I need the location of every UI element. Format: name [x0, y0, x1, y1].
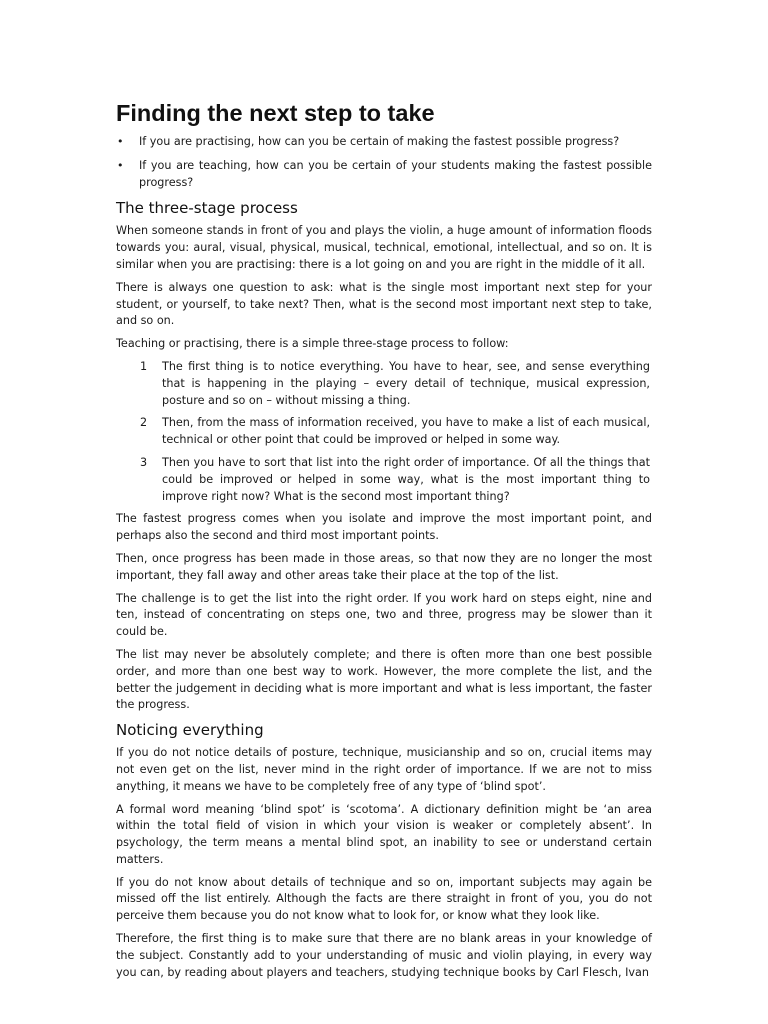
paragraph: The list may never be absolutely complete; and there is often more than one best possible order, and more than one best way to work. However, the more complete the list, and the better the judgement in deciding what is more important and what is less important, the faster the progress. [116, 647, 652, 712]
step-text: Then, from the mass of information received, you have to make a list of each musical, technical or other point that could be improved or helped in some way. [162, 416, 650, 447]
paragraph: If you do not notice details of posture, technique, musicianship and so on, crucial items may not even get on the list, never mind in the right order of importance. If we are not to miss anything, it means we have to be completely free of any type of ‘blind spot’. [116, 746, 652, 793]
bullet-item [116, 158, 652, 192]
paragraph: Teaching or practising, there is a simple three-stage process to follow: [116, 337, 509, 351]
bullet-icon: • [117, 135, 124, 148]
step-text: The first thing is to notice everything. You have to hear, see, and sense everything that is happening in the playing – every detail of technique, musical expression, posture and so on – without missing a thing. [162, 359, 650, 407]
paragraph: The challenge is to get the list into the right order. If you work hard on steps eight, nine and ten, instead of concentrating on steps one, two and three, progress may be slower than it could be. [116, 591, 652, 639]
paragraph: When someone stands in front of you and plays the violin, a huge amount of information floods towards you: aural, visual, physical, musical, technical, emotional, intellectual, and so on. It is similar when you are practising: there is a lot going on and you are right in the middle of it all. [116, 224, 652, 271]
paragraph: A formal word meaning ‘blind spot’ is ‘scotoma’. A dictionary definition might be ‘an area within the total field of vision in which your vision is weaker or completely absent’. In psychology, the term means a mental blind spot, an inability to see or understand certain matters. [116, 802, 652, 866]
step-number: 2 [140, 416, 148, 430]
three-stage-list [116, 359, 652, 505]
section-heading-noticing-everything: Noticing everything [116, 721, 264, 740]
page-title: Finding the next step to take [116, 100, 435, 126]
paragraph: Therefore, the first thing is to make sure that there are no blank areas in your knowledge of the subject. Constantly add to your understanding of music and violin playing, in every way you can, by reading about players and teachers, studying technique books by Carl Flesch, Ivan [116, 932, 652, 979]
bullet-item [116, 134, 652, 151]
paragraph: Then, once progress has been made in those areas, so that now they are no longer the most important, they fall away and other areas take their place at the top of the list. [116, 551, 652, 582]
paragraph: If you do not know about details of technique and so on, important subjects may again be missed off the list entirely. Although the facts are there straight in front of you, you do not perceive them because you do not know what to look for, or know what they look like. [116, 875, 652, 923]
intro-bullet-list [116, 134, 652, 191]
step-text: Then you have to sort that list into the right order of importance. Of all the things that could be improved or helped in some way, what is the most important thing to improve right now? What is the second most important thing? [162, 455, 650, 503]
step-number: 3 [140, 455, 148, 469]
bullet-icon: • [117, 158, 124, 172]
step-number: 1 [140, 359, 148, 373]
paragraph: There is always one question to ask: what is the single most important next step for your student, or yourself, to take next? Then, what is the second most important next step to take, and so on. [116, 280, 652, 328]
paragraph: The fastest progress comes when you isolate and improve the most important point, and perhaps also the second and third most important points. [116, 512, 652, 543]
bullet-text: If you are teaching, how can you be certain of your students making the fastest possible progress? [139, 158, 652, 189]
section-heading-three-stage-process: The three-stage process [116, 199, 298, 218]
bullet-text: If you are practising, how can you be certain of making the fastest possible progress? [139, 135, 620, 148]
step-item [116, 359, 652, 409]
step-item [116, 455, 652, 505]
document-page [116, 98, 652, 987]
step-item [116, 415, 652, 449]
